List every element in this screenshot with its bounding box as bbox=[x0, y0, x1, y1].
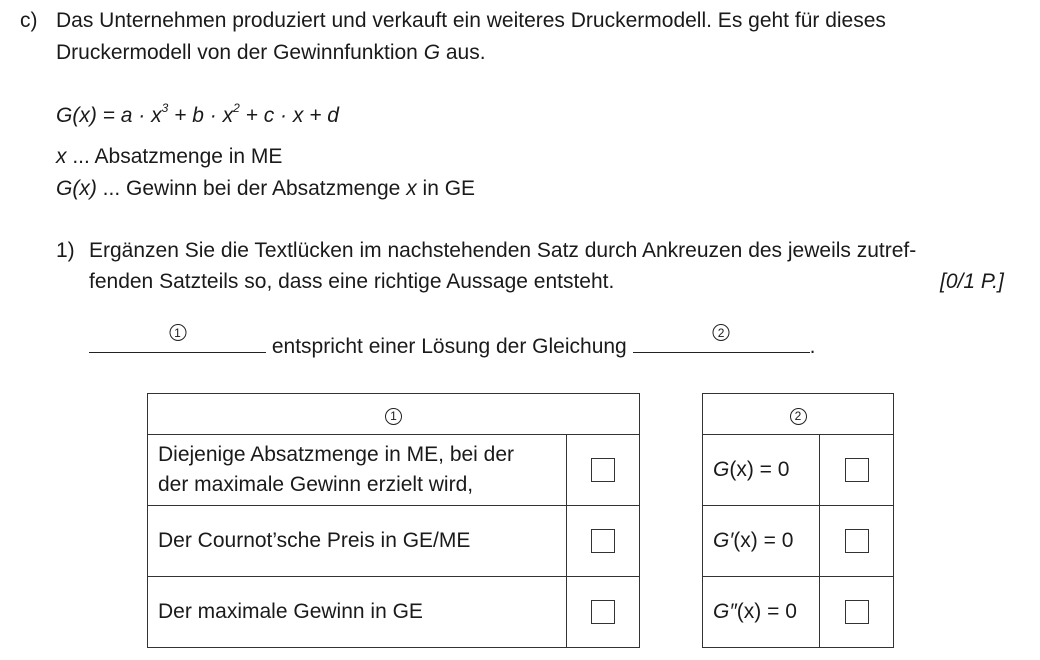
checkbox-option-2b[interactable] bbox=[845, 529, 869, 553]
checkbox-option-2a[interactable] bbox=[845, 458, 869, 482]
table-1-row bbox=[148, 577, 640, 648]
definition-x: x ... Absatzmenge in ME bbox=[56, 145, 283, 168]
option-2a-text: G(x) = 0 bbox=[703, 435, 820, 506]
option-2c-text: G″(x) = 0 bbox=[703, 577, 820, 648]
table-1-row bbox=[148, 435, 640, 506]
table-2-row bbox=[703, 506, 894, 577]
table-1-row bbox=[148, 506, 640, 577]
task-line-2: fenden Satzteils so, dass eine richtige Aussage entsteht. bbox=[89, 270, 615, 293]
table-2-row bbox=[703, 435, 894, 506]
options-table-1 bbox=[147, 393, 640, 648]
checkbox-option-1c[interactable] bbox=[591, 600, 615, 624]
sentence-middle: entspricht einer Lösung der Gleichung bbox=[271, 335, 627, 358]
option-2b-text: G′(x) = 0 bbox=[703, 506, 820, 577]
option-1c-text: Der maximale Gewinn in GE bbox=[148, 577, 567, 648]
gap-1 bbox=[89, 325, 266, 353]
profit-function-formula: $G(x) = a \cdot x^3 + b \cdot x^2 + c \cdot x + d$ bbox=[56, 101, 339, 127]
checkbox-option-2c[interactable] bbox=[845, 600, 869, 624]
intro-line-2: Druckermodell von der Gewinnfunktion G aus. bbox=[56, 41, 486, 64]
task-number: 1) bbox=[56, 239, 75, 262]
task-line-1: Ergänzen Sie die Textlücken im nachstehenden Satz durch Ankreuzen des jeweils zutref- bbox=[89, 239, 917, 262]
options-table-2 bbox=[702, 393, 894, 648]
checkbox-option-1a[interactable] bbox=[591, 458, 615, 482]
option-1b-text: Der Cournot’sche Preis in GE/ME bbox=[148, 506, 567, 577]
checkbox-option-1b[interactable] bbox=[591, 529, 615, 553]
points-label: [0/1 P.] bbox=[940, 270, 1004, 293]
sentence-end: . bbox=[809, 335, 816, 358]
gap-1-marker: 1 bbox=[169, 324, 186, 341]
table-2-row bbox=[703, 577, 894, 648]
intro-line-1: Das Unternehmen produziert und verkauft ein weiteres Druckermodell. Es geht für dieses bbox=[56, 9, 886, 32]
gap-2 bbox=[633, 325, 810, 353]
table-1-header-marker: 1 bbox=[385, 408, 402, 425]
table-2-header-marker: 2 bbox=[790, 408, 807, 425]
gap-2-marker: 2 bbox=[713, 324, 730, 341]
definition-g: G(x) ... Gewinn bei der Absatzmenge x in GE bbox=[56, 177, 476, 200]
gap-sentence bbox=[89, 325, 816, 362]
option-1a-text: Diejenige Absatzmenge in ME, bei der der maximale Gewinn erzielt wird, bbox=[148, 435, 567, 506]
part-label: c) bbox=[20, 9, 38, 32]
